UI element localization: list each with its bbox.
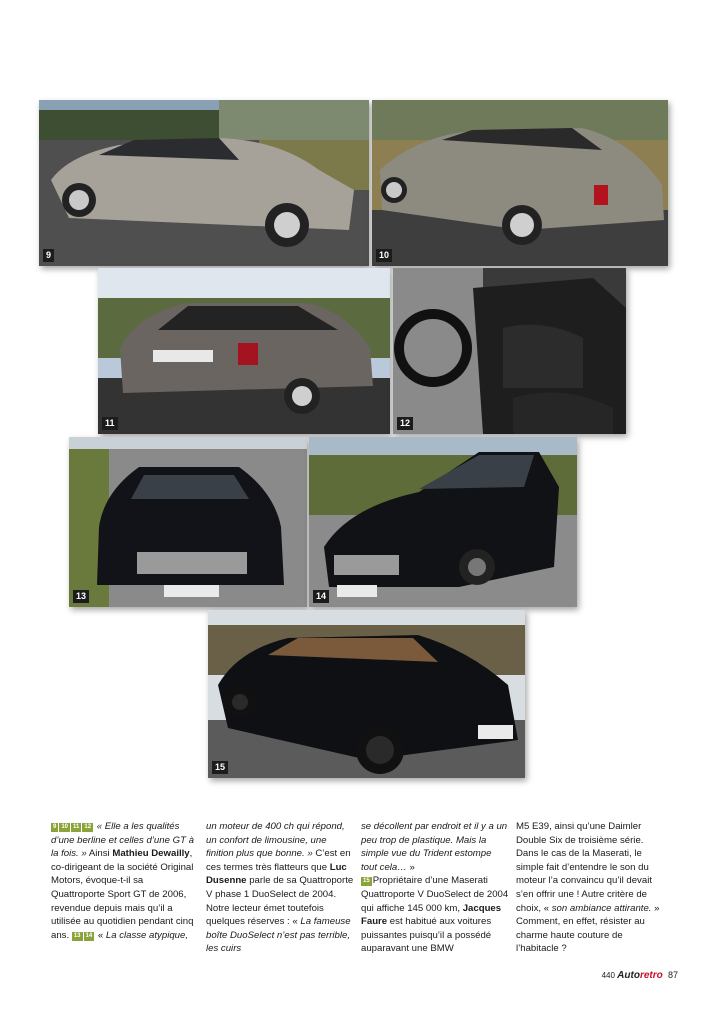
photo-ref-badge: 11	[73, 824, 80, 830]
body-text: parle de sa Quattroporte V phase 1 DuoSelect de 2004. Notre lecteur émet toutefois quelques réserves : «	[206, 875, 354, 928]
text-column-2	[206, 820, 354, 956]
text-column-3	[361, 820, 509, 956]
magazine-logo	[617, 970, 663, 981]
paragraph	[361, 874, 509, 956]
quote-text: « Elle a les qualités d’une berline et celles d’une GT à la fois. »	[51, 821, 194, 860]
page-number: 87	[667, 970, 678, 980]
body-text: est habitué aux voitures puissantes puisqu’il a possédé auparavant une BMW	[361, 916, 492, 955]
car-photo-image	[393, 268, 626, 434]
paragraph	[361, 820, 509, 874]
photo-ref-badge: 14	[85, 932, 93, 939]
photo-ref-badge: 13	[73, 932, 81, 939]
quote-text: La fameuse boîte DuoSelect n’est pas terrible, les cuirs	[206, 916, 351, 955]
issue-number: 440	[601, 971, 615, 980]
photo-ref-badge: 10	[61, 824, 69, 830]
photo-9	[39, 100, 369, 266]
photo-number: 9	[43, 249, 54, 262]
photo-ref-badge: 15	[363, 878, 370, 885]
photo-ref-badge: 9	[53, 824, 57, 830]
photo-number: 15	[212, 761, 228, 774]
car-photo-image	[372, 100, 668, 266]
brand-part: retro	[639, 970, 663, 981]
text-column-1	[51, 820, 199, 942]
body-text: »	[406, 861, 415, 873]
car-photo-image	[309, 437, 577, 607]
photo-11	[98, 268, 390, 434]
person-name: Luc Dusenne	[206, 861, 347, 887]
car-photo-image	[69, 437, 307, 607]
photo-number: 10	[376, 249, 392, 262]
body-text: , co-dirigeant de la société Original Motors, évoque-t-il sa Quattroporte Sport GT de 2006, revendue depuis mais qu’il a utilisée au quotidien pendant cinq ans.	[51, 848, 194, 941]
page-footer	[602, 970, 678, 981]
text-column-4	[516, 820, 664, 956]
person-name: Jacques Faure	[361, 902, 502, 928]
quote-text: La classe atypique,	[105, 929, 188, 941]
car-photo-image	[208, 610, 525, 778]
quote-text: son ambiance attirante.	[551, 902, 652, 914]
photo-ref-badge: 12	[84, 824, 92, 830]
photo-number: 14	[313, 590, 329, 603]
photo-number: 12	[397, 417, 413, 430]
car-photo-image	[98, 268, 390, 434]
body-text: Ainsi	[86, 848, 113, 860]
body-text: » Comment, en effet, résister au charme haute couture de l’habitacle ?	[516, 902, 660, 955]
photo-number: 11	[102, 417, 118, 430]
photo-14	[309, 437, 577, 607]
brand-part: Auto	[617, 970, 640, 981]
body-text: «	[95, 929, 106, 941]
body-text: Propriétaire d’une Maserati Quattroporte V DuoSelect de 2004 qui affiche 145 000 km,	[361, 875, 509, 914]
photo-13	[69, 437, 307, 607]
body-text: C’est en ces termes très flatteurs que	[206, 848, 351, 873]
photo-10	[372, 100, 668, 266]
body-text: M5 E39, ainsi qu’une Daimler Double Six de troisième série. Dans le cas de la Maserati, le simple fait d’entendre le son du moteur l’a convaincu qu’il devait s’en offrir une ! Autre critère de choix, «	[516, 821, 652, 914]
person-name: Mathieu Dewailly	[112, 848, 190, 860]
paragraph	[516, 820, 664, 956]
paragraph	[51, 820, 199, 942]
paragraph	[206, 820, 354, 956]
photo-15	[208, 610, 525, 778]
photo-number: 13	[73, 590, 89, 603]
quote-text: se décollent par endroit et il y a un peu trop de plastique. Mais la simple vue du Trident estompe tout cela…	[361, 821, 508, 873]
quote-text: un moteur de 400 ch qui répond, un confort de limousine, une finition plus que bonne. »	[206, 821, 345, 860]
car-photo-image	[39, 100, 369, 266]
photo-12	[393, 268, 626, 434]
